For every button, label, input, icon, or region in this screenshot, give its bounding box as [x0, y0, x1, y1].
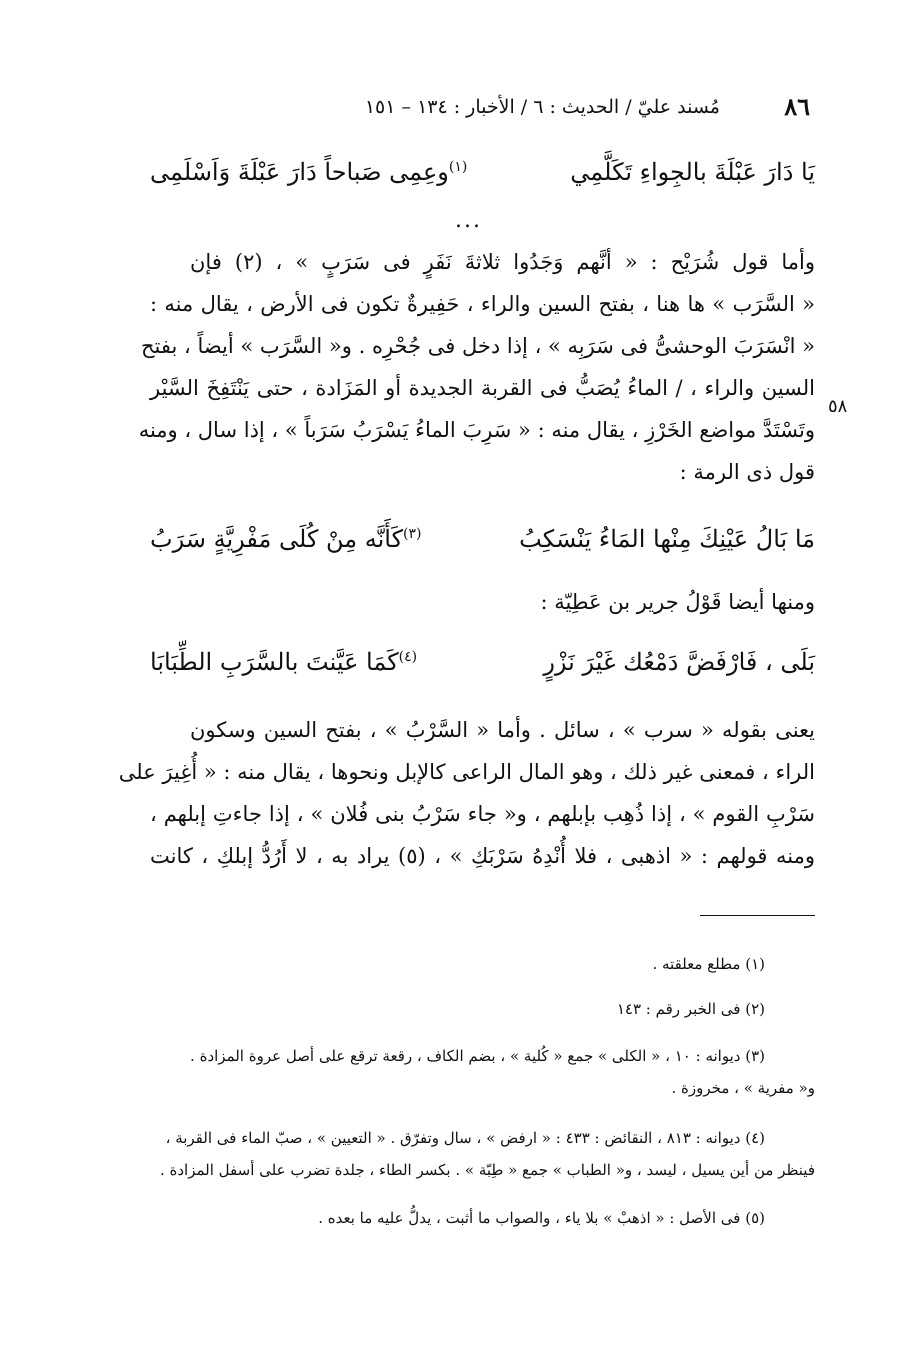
running-head: مُسند عليّ / الحديث : ٦ / الأخبار : ١٣٤ – ١٥١: [364, 96, 720, 118]
footnote-3-line-1: (٣) ديوانه : ١٠ ، « الكلى » جمع « كُلية » ، بضم الكاف ، رقعة ترقع على أصل عروة المزادة .: [190, 1047, 765, 1065]
paragraph-2-line: سَرْبِ القوم » ، إذا ذُهِب بإبلهم ، و« جاء سَرْبُ بنى فُلان » ، إذا جاءتِ إبلهم ،: [150, 802, 815, 826]
verse-intro-line: ومنها أيضا قَوْلُ جرير بن عَطِيّة :: [540, 590, 815, 614]
verse-2: [150, 525, 815, 565]
paragraph-1-line: وتَسْتَدَّ مواضع الخَرْزِ ، يقال منه : « سَرِبَ الماءُ يَسْرَبُ سَرَباً » ، إذا سال ، ومنه: [138, 418, 815, 442]
verse-3-first-hemistich: بَلَى ، فَارْفَضَّ دَمْعُك غَيْرَ نَزْرٍ: [543, 648, 815, 676]
paragraph-1-line: قول ذى الرمة :: [679, 460, 815, 484]
footnote-4-line-1: (٤) ديوانه : ٨١٣ ، النقائض : ٤٣٣ : « ارفض » ، سال وتفرّق . « التعيين » ، صبّ الماء فى القربة ،: [165, 1129, 765, 1147]
page-number: ٨٦: [784, 92, 810, 121]
verse-1-first-hemistich: يَا دَارَ عَبْلَةَ بالجِواءِ تَكَلَّمِي: [570, 158, 815, 186]
paragraph-2-line: ومنه قولهم : « اذهبى ، فلا أُنْدِهُ سَرْبَكِ » ، (٥) يراد به ، لا أَرُدُّ إبلكِ ، كانت: [150, 844, 815, 868]
paragraph-1-line: وأما قول شُرَيْح : « أنَّهم وَجَدُوا ثلاثةَ نَفَرٍ فى سَرَبٍ » ، (٢) فإن: [190, 250, 815, 274]
paragraph-2-line: يعنى بقوله « سرب » ، سائل . وأما « السَّرْبُ » ، بفتح السين وسكون: [190, 718, 815, 742]
footnote-divider: [700, 915, 815, 916]
verse-2-second-hemistich: كَأَنَّه مِنْ كُلَى مَفْرِيَّةٍ سَرَبُ: [150, 525, 404, 553]
verse-2-first-hemistich: مَا بَالُ عَيْنِكَ مِنْها المَاءُ يَنْسَكِبُ: [519, 525, 815, 553]
footnote-1: (١) مطلع معلقته .: [652, 955, 765, 973]
verse-1-second-hemistich: وعِمِى صَباحاً دَارَ عَبْلَةَ وَاَسْلَمِى: [150, 158, 449, 186]
paragraph-1-line: « انْسَرَبَ الوحشىُّ فى سَرَبِه » ، إذا دخل فى جُحْرِه . و« السَّرَب » أيضاً ، بفتح: [140, 334, 815, 358]
footnote-2: (٢) فى الخبر رقم : ١٤٣: [616, 1000, 765, 1018]
footnote-5: (٥) فى الأصل : « اذهبْ » بلا ياء ، والصواب ما أثبت ، يدلُّ عليه ما بعده .: [318, 1209, 765, 1227]
paragraph-1-line: السين والراء ، / الماءُ يُصَبُّ فى القربة الجديدة أو المَزَادة ، حتى يَنْتَفِخَ السَّيْر: [150, 376, 815, 400]
paragraph-2-line: الراء ، فمعنى غير ذلك ، وهو المال الراعى كالإبل ونحوها ، يقال منه : « أُغِيرَ على: [118, 760, 815, 784]
separator-dots: ...: [455, 208, 482, 233]
verse-1: [150, 158, 815, 198]
verse-3: [150, 648, 815, 688]
footnote-ref-1: (١): [448, 159, 468, 175]
footnote-3-line-2: و« مفرية » ، مخروزة .: [671, 1079, 815, 1097]
footnote-4-line-2: فينظر من أين يسيل ، ليسد ، و« الطباب » جمع « طِبّة » . بكسر الطاء ، جلدة تضرب على أسفل المزادة .: [159, 1161, 815, 1179]
paragraph-1-line: « السَّرَب » ها هنا ، بفتح السين والراء ، حَفِيرةٌ تكون فى الأرض ، يقال منه :: [150, 292, 815, 316]
margin-page-number: ٥٨: [828, 396, 848, 417]
page-header: [150, 92, 810, 126]
footnote-ref-3: (٣): [403, 526, 422, 542]
verse-3-second-hemistich: كَمَا عَيَّنتَ بالسَّرَبِ الطِّبَابَا: [150, 648, 399, 676]
footnote-ref-4: (٤): [398, 649, 418, 665]
